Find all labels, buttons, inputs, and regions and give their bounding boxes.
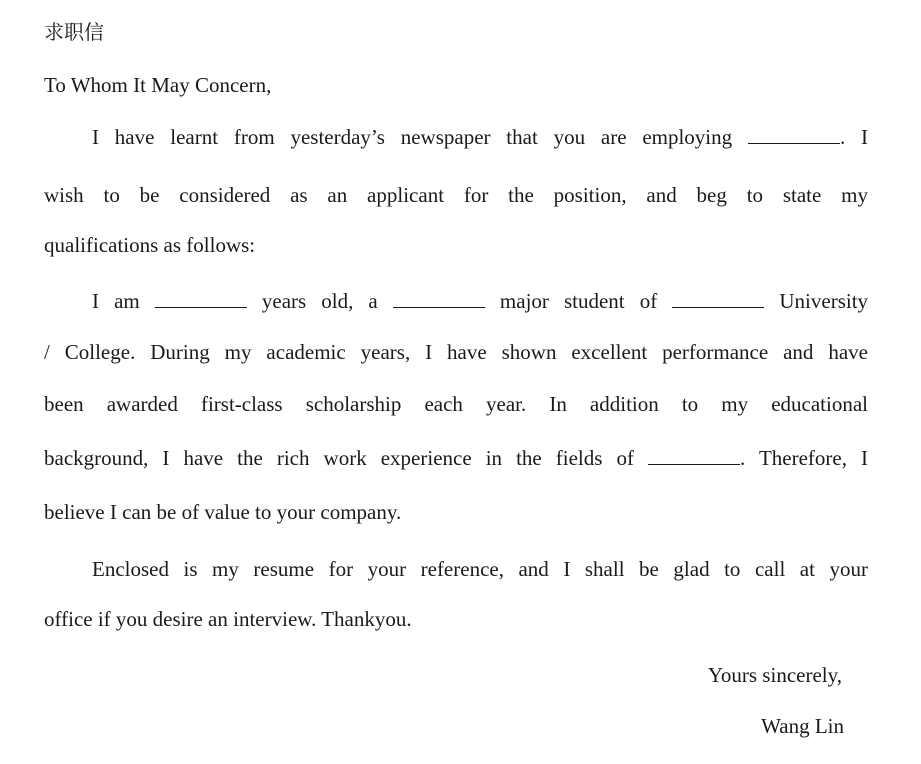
p2-text-c: major student of [499,289,658,313]
paragraph-1-line-2: wish to be considered as an applicant for the position, and beg to state my [44,183,868,207]
p2-text-f: . Therefore, I [740,446,868,470]
paragraph-2-line-5: believe I can be of value to your company. [44,500,402,524]
paragraph-2-line-3: been awarded first-class scholarship each year. In addition to my educational [44,392,868,416]
paragraph-1-line-1 [92,124,868,150]
university-blank[interactable] [672,306,764,308]
p1-text-a: I have learnt from yesterday’s newspaper that you are employing [92,125,733,149]
p2-text-b: years old, a [261,289,378,313]
p2-text-d: University [779,289,869,313]
paragraph-3-line-2: office if you desire an interview. Thankyou. [44,607,412,631]
p2-text-a: I am [92,289,140,313]
paragraph-2-line-4 [44,445,868,471]
closing: Yours sincerely, [707,663,842,687]
signature: Wang Lin [761,714,844,738]
major-blank[interactable] [393,306,485,308]
p1-text-b: . I [839,125,868,149]
paragraph-2-line-1 [92,288,868,314]
salutation: To Whom It May Concern, [44,73,272,97]
paragraph-2-line-2: / College. During my academic years, I have shown excellent performance and have [44,340,868,364]
paragraph-3-line-1: Enclosed is my resume for your reference, and I shall be glad to call at your [92,557,868,581]
p2-text-e: background, I have the rich work experience in the fields of [44,446,634,470]
letter-title: 求职信 [44,20,104,44]
age-blank[interactable] [155,306,247,308]
paragraph-1-line-3: qualifications as follows: [44,233,256,257]
job-position-blank[interactable] [748,142,840,144]
experience-fields-blank[interactable] [648,463,740,465]
